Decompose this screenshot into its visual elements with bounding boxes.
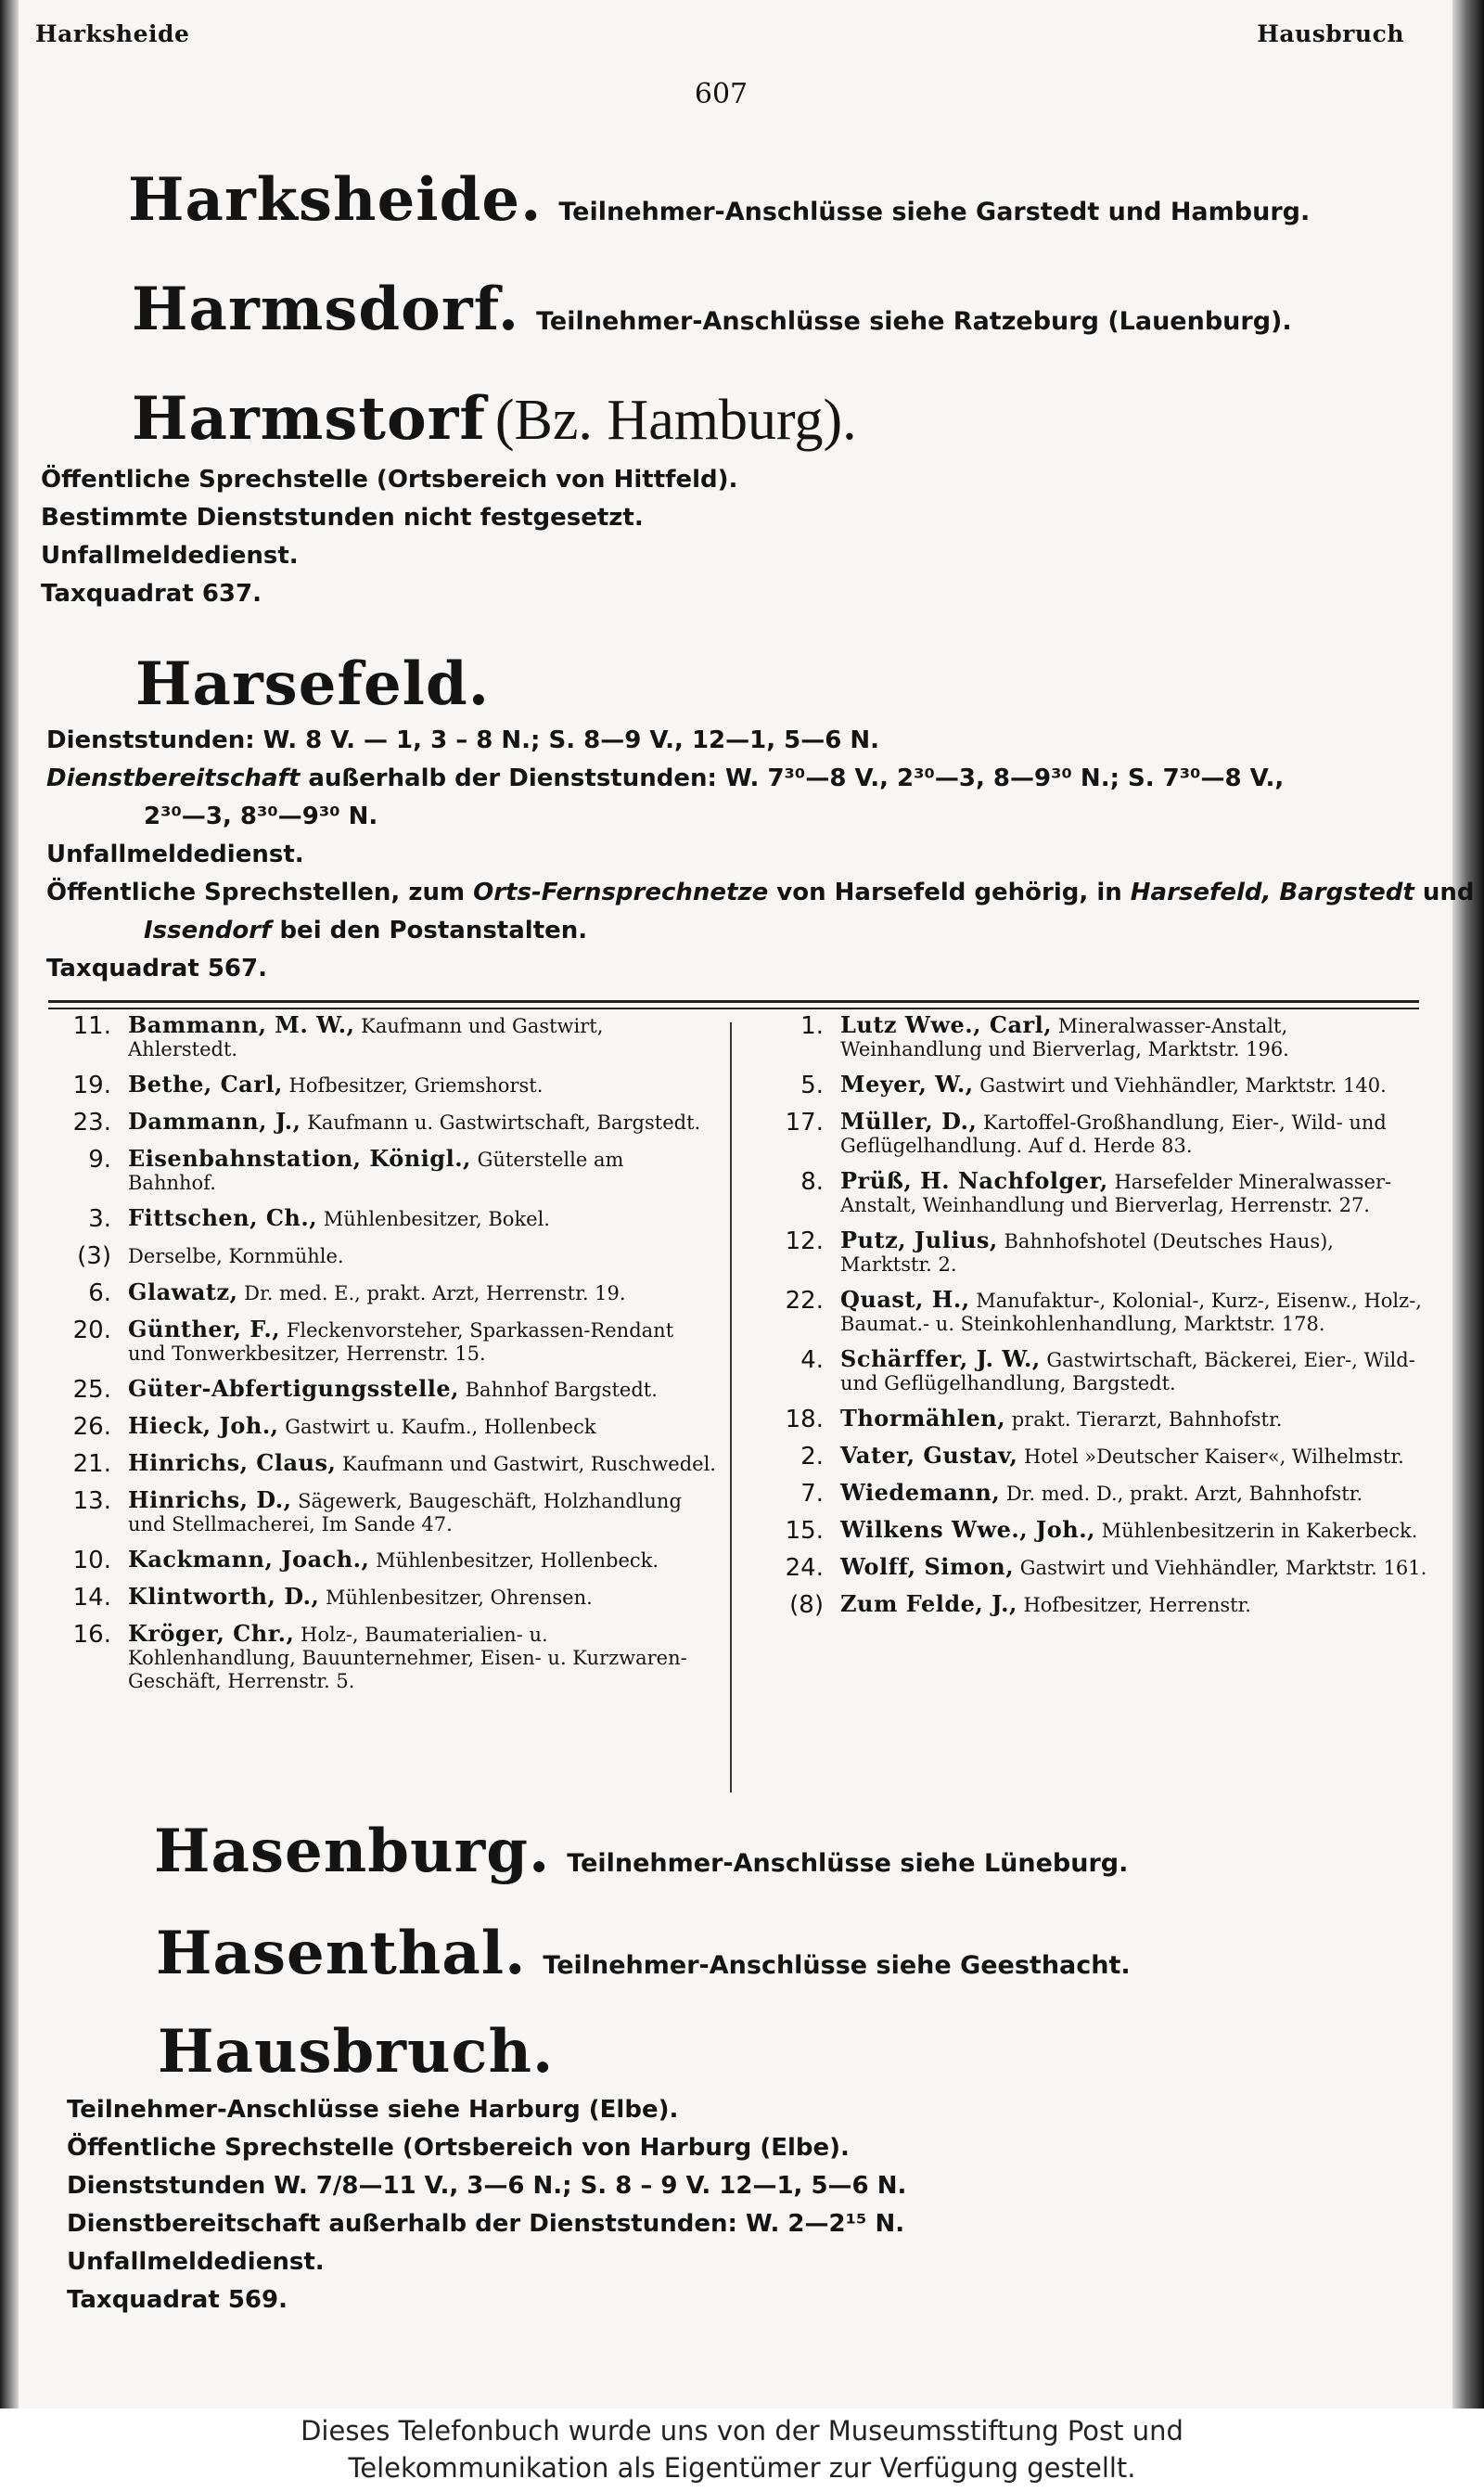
subscriber-description: Mineralwasser-Anstalt, Weinhandlung und Bierverlag, Marktstr. 196. <box>840 1015 1289 1060</box>
subscriber-description: Harsefelder Mineralwasser-Anstalt, Weinhandlung und Bierverlag, Herrenstr. 27. <box>840 1171 1392 1216</box>
place-name: Harsefeld. <box>135 649 490 719</box>
subscriber-entry <box>761 1518 1430 1544</box>
attribution-line: Dieses Telefonbuch wurde uns von der Museumsstiftung Post und <box>301 2415 1183 2447</box>
subscriber-text <box>840 1347 1430 1395</box>
subscriber-name: Dammann, J., <box>128 1108 301 1135</box>
subscriber-name: Kackmann, Joach., <box>128 1546 370 1573</box>
detail-line: Teilnehmer-Anschlüsse siehe Harburg (Elbe). <box>67 2096 679 2124</box>
subscriber-number: 21. <box>72 1450 111 1478</box>
subscriber-description: Hofbesitzer, Griemshorst. <box>282 1074 544 1097</box>
subscriber-number: 12. <box>785 1227 824 1255</box>
harsefeld-details <box>46 722 1475 988</box>
subscriber-description: Kaufmann u. Gastwirtschaft, Bargstedt. <box>301 1111 701 1134</box>
subscriber-name: Quast, H., <box>840 1286 970 1313</box>
subscriber-text <box>840 1288 1430 1336</box>
subscriber-description: Fleckenvorsteher, Sparkassen-Rendant und Tonwerkbesitzer, Herrenstr. 15. <box>128 1319 674 1365</box>
subscriber-number: 18. <box>785 1406 824 1433</box>
subscriber-description: Gastwirt und Viehhändler, Marktstr. 140. <box>973 1074 1387 1097</box>
subscriber-list-left <box>48 1013 716 1704</box>
place-name: Hasenburg. <box>154 1817 551 1886</box>
subscriber-name: Meyer, W., <box>840 1071 974 1098</box>
subscriber-name: Wolff, Simon, <box>840 1553 1015 1580</box>
subscriber-text <box>128 1110 716 1135</box>
subscriber-number: 23. <box>72 1109 111 1137</box>
subscriber-description: Bahnhofshotel (Deutsches Haus), Marktstr. 2. <box>840 1230 1334 1276</box>
subscriber-description: Kaufmann und Gastwirt, Ruschwedel. <box>336 1453 716 1475</box>
station-places: Issendorf <box>144 917 272 944</box>
subscriber-description: Hotel »Deutscher Kaiser«, Wilhelmstr. <box>1017 1445 1404 1468</box>
subscriber-description: prakt. Tierarzt, Bahnhofstr. <box>1005 1408 1283 1431</box>
detail-line: Bestimmte Dienststunden nicht festgesetzt. <box>41 504 644 532</box>
place-harksheide <box>128 165 1310 235</box>
subscriber-description: Mühlenbesitzerin in Kakerbeck. <box>1094 1520 1418 1542</box>
public-stations <box>46 874 1475 912</box>
subscriber-entry <box>48 1147 716 1195</box>
subscriber-number: 10. <box>72 1547 111 1574</box>
subscriber-name: Thormählen, <box>840 1405 1006 1432</box>
subscriber-number: 9. <box>88 1146 111 1174</box>
subscriber-number: 15. <box>785 1517 824 1545</box>
subscriber-description: Gastwirt und Viehhändler, Marktstr. 161. <box>1014 1557 1427 1579</box>
subscriber-text <box>840 1444 1430 1469</box>
subscriber-entry <box>761 1347 1430 1395</box>
standby-text: außerhalb der Dienststunden: W. 7³⁰—8 V., 2³⁰—3, 8—9³⁰ N.; S. 7³⁰—8 V., <box>300 764 1285 792</box>
standby-hours-cont: 2³⁰—3, 8³⁰—9³⁰ N. <box>144 803 378 830</box>
subscriber-name: Fittschen, Ch., <box>128 1204 318 1231</box>
subscriber-entry <box>48 1622 716 1693</box>
subscriber-text <box>128 1317 716 1366</box>
subscriber-entry <box>761 1407 1430 1432</box>
subscriber-entry <box>48 1280 716 1306</box>
place-name: Harmsdorf. <box>132 275 520 344</box>
subscriber-description: Kaufmann und Gastwirt, Ahlerstedt. <box>128 1015 604 1060</box>
subscriber-entry <box>48 1243 716 1269</box>
subscriber-description: Holz-, Baumaterialien- u. Kohlenhandlung, Bauunternehmer, Eisen- u. Kurzwaren-Geschäft, Herrenstr. 5. <box>128 1624 687 1692</box>
subscriber-description: Sägewerk, Baugeschäft, Holzhandlung und Stellmacherei, Im Sande 47. <box>128 1490 682 1535</box>
place-name: Harksheide. <box>128 165 543 235</box>
subscriber-entry <box>48 1451 716 1477</box>
subscriber-text <box>128 1206 716 1231</box>
subscriber-number: 5. <box>800 1072 824 1099</box>
place-suffix: (Bz. Hamburg). <box>494 389 857 452</box>
subscriber-text <box>128 1280 716 1305</box>
detail-line: Öffentliche Sprechstelle (Ortsbereich von Harburg (Elbe). <box>67 2134 850 2162</box>
subscriber-name: Günther, F., <box>128 1316 281 1342</box>
subscriber-number: 1. <box>800 1012 824 1040</box>
subscriber-text <box>840 1073 1430 1098</box>
detail-line: Unfallmeldedienst. <box>67 2248 325 2276</box>
subscriber-name: Hieck, Joh., <box>128 1412 279 1439</box>
subscriber-text <box>128 1622 716 1693</box>
subscriber-number: 7. <box>800 1480 824 1508</box>
detail-line: Öffentliche Sprechstelle (Ortsbereich von Hittfeld). <box>41 466 738 494</box>
place-note: Teilnehmer-Anschlüsse siehe Geesthacht. <box>543 1951 1131 1980</box>
subscriber-text <box>840 1481 1430 1506</box>
subscriber-description: Gastwirtschaft, Bäckerei, Eier-, Wild- und Geflügelhandlung, Bargstedt. <box>840 1349 1415 1394</box>
subscriber-text <box>128 1451 716 1476</box>
subscriber-entry <box>761 1013 1430 1061</box>
subscriber-text <box>840 1169 1430 1217</box>
station-places: Harsefeld, Bargstedt <box>1130 879 1414 906</box>
subscriber-text <box>128 1013 716 1061</box>
subscriber-entry <box>761 1444 1430 1470</box>
place-harmstorf <box>132 384 857 454</box>
subscriber-number: 13. <box>72 1487 111 1515</box>
subscriber-text <box>128 1243 716 1268</box>
subscriber-name: Müller, D., <box>840 1108 978 1135</box>
place-note: Teilnehmer-Anschlüsse siehe Lüneburg. <box>567 1849 1129 1878</box>
subscriber-number: 3. <box>88 1205 111 1233</box>
subscriber-list-right <box>761 1013 1430 1629</box>
scan-edge-right <box>1452 0 1484 2409</box>
subscriber-description: Dr. med. E., prakt. Arzt, Herrenstr. 19. <box>237 1282 626 1304</box>
subscriber-entry <box>761 1481 1430 1507</box>
public-stations-text: bei den Postanstalten. <box>271 917 588 944</box>
attribution-line: Telekommunikation als Eigentümer zur Verfügung gestellt. <box>348 2452 1136 2484</box>
place-hasenthal <box>156 1919 1131 1988</box>
subscriber-name: Hinrichs, Claus, <box>128 1449 337 1476</box>
attribution-footer <box>0 2409 1484 2492</box>
public-stations-text: und <box>1414 879 1475 906</box>
detail-line: Dienstbereitschaft außerhalb der Dienststunden: W. 2—2¹⁵ N. <box>67 2210 905 2238</box>
place-note: Teilnehmer-Anschlüsse siehe Garstedt und Hamburg. <box>558 198 1311 226</box>
subscriber-description: Derselbe, Kornmühle. <box>128 1245 344 1267</box>
public-stations-text: von Harsefeld gehörig, in <box>768 879 1131 906</box>
subscriber-number: 26. <box>72 1413 111 1441</box>
subscriber-entry <box>761 1228 1430 1277</box>
place-name: Harmstorf <box>132 384 486 454</box>
subscriber-number: 2. <box>800 1443 824 1471</box>
detail-line: Taxquadrat 637. <box>41 580 262 608</box>
subscriber-text <box>840 1592 1430 1617</box>
page-number: 607 <box>694 78 748 110</box>
subscriber-number: 19. <box>72 1072 111 1099</box>
subscriber-number: 20. <box>72 1317 111 1344</box>
subscriber-name: Klintworth, D., <box>128 1583 320 1610</box>
subscriber-text <box>840 1013 1430 1061</box>
place-harmsdorf <box>132 275 1292 344</box>
detail-line: Unfallmeldedienst. <box>41 542 299 570</box>
standby-hours <box>46 760 1438 798</box>
column-divider <box>730 1022 732 1792</box>
subscriber-text <box>840 1110 1430 1158</box>
subscriber-name: Güter-Abfertigungsstelle, <box>128 1375 459 1402</box>
hausbruch-details <box>67 2091 1458 2319</box>
subscriber-name: Bammann, M. W., <box>128 1011 355 1038</box>
subscriber-entry <box>48 1488 716 1536</box>
standby-label: Dienstbereitschaft <box>46 764 301 792</box>
running-head-left: Harksheide <box>35 20 190 47</box>
subscriber-description: Gastwirt u. Kaufm., Hollenbeck <box>278 1416 596 1438</box>
subscriber-entry <box>48 1317 716 1366</box>
subscriber-text <box>128 1073 716 1098</box>
subscriber-number: 6. <box>88 1279 111 1307</box>
section-rule <box>48 1000 1419 1009</box>
harmstorf-details <box>41 461 1432 613</box>
subscriber-description: Kartoffel-Großhandlung, Eier-, Wild- und Geflügelhandlung. Auf d. Herde 83. <box>840 1111 1387 1157</box>
subscriber-text <box>128 1488 716 1536</box>
subscriber-name: Hinrichs, D., <box>128 1486 292 1513</box>
subscriber-name: Prüß, H. Nachfolger, <box>840 1167 1108 1194</box>
subscriber-entry <box>48 1585 716 1611</box>
subscriber-number: (8) <box>789 1591 824 1619</box>
subscriber-description: Mühlenbesitzer, Hollenbeck. <box>369 1549 659 1572</box>
subscriber-description: Bahnhof Bargstedt. <box>458 1379 658 1401</box>
subscriber-name: Lutz Wwe., Carl, <box>840 1011 1053 1038</box>
subscriber-name: Eisenbahnstation, Königl., <box>128 1145 471 1172</box>
place-name: Hausbruch. <box>158 2017 555 2087</box>
subscriber-number: 17. <box>785 1109 824 1137</box>
subscriber-description: Hofbesitzer, Herrenstr. <box>1017 1594 1251 1616</box>
subscriber-number: 16. <box>72 1621 111 1649</box>
subscriber-name: Schärffer, J. W., <box>840 1345 1041 1372</box>
subscriber-number: 22. <box>785 1287 824 1315</box>
subscriber-number: 14. <box>72 1584 111 1612</box>
subscriber-text <box>840 1228 1430 1277</box>
subscriber-entry <box>48 1073 716 1098</box>
accident-service: Unfallmeldedienst. <box>46 841 304 868</box>
public-stations-cont <box>46 912 1438 950</box>
subscriber-number: 25. <box>72 1376 111 1404</box>
running-head-right: Hausbruch <box>1257 20 1404 47</box>
subscriber-entry <box>761 1288 1430 1336</box>
subscriber-name: Zum Felde, J., <box>840 1590 1017 1617</box>
subscriber-entry <box>48 1110 716 1136</box>
subscriber-entry <box>48 1414 716 1440</box>
subscriber-text <box>840 1518 1430 1543</box>
subscriber-text <box>128 1147 716 1195</box>
subscriber-name: Bethe, Carl, <box>128 1071 283 1098</box>
detail-line: Taxquadrat 569. <box>67 2286 288 2314</box>
service-hours: Dienststunden: W. 8 V. — 1, 3 – 8 N.; S. 8—9 V., 12—1, 5—6 N. <box>46 726 880 754</box>
subscriber-text <box>128 1414 716 1439</box>
place-hasenburg <box>154 1817 1128 1886</box>
subscriber-number: 24. <box>785 1554 824 1582</box>
subscriber-number: 8. <box>800 1168 824 1196</box>
subscriber-entry <box>48 1206 716 1232</box>
subscriber-name: Wilkens Wwe., Joh., <box>840 1516 1095 1543</box>
place-note: Teilnehmer-Anschlüsse siehe Ratzeburg (Lauenburg). <box>536 307 1292 336</box>
subscriber-entry <box>761 1169 1430 1217</box>
place-name: Hasenthal. <box>156 1919 527 1988</box>
subscriber-number: 4. <box>800 1346 824 1374</box>
scan-edge-left <box>0 0 19 2409</box>
subscriber-description: Güterstelle am Bahnhof. <box>128 1149 624 1194</box>
subscriber-text <box>128 1377 716 1402</box>
place-hausbruch <box>158 2017 554 2087</box>
subscriber-name: Kröger, Chr., <box>128 1620 295 1647</box>
subscriber-text <box>128 1585 716 1610</box>
subscriber-number: (3) <box>77 1242 111 1270</box>
subscriber-text <box>840 1555 1430 1580</box>
subscriber-description: Manufaktur-, Kolonial-, Kurz-, Eisenw., Holz-, Baumat.- u. Steinkohlenhandlung, Marktstr. 178. <box>840 1290 1422 1335</box>
subscriber-name: Vater, Gustav, <box>840 1442 1018 1469</box>
subscriber-text <box>840 1407 1430 1432</box>
subscriber-name: Glawatz, <box>128 1278 238 1305</box>
subscriber-entry <box>48 1377 716 1403</box>
subscriber-description: Mühlenbesitzer, Bokel. <box>317 1208 550 1230</box>
subscriber-entry <box>761 1110 1430 1158</box>
subscriber-number: 11. <box>72 1012 111 1040</box>
subscriber-description: Mühlenbesitzer, Ohrensen. <box>319 1586 593 1609</box>
subscriber-entry <box>761 1592 1430 1618</box>
subscriber-description: Dr. med. D., prakt. Arzt, Bahnhofstr. <box>1000 1483 1363 1505</box>
public-stations-text: Öffentliche Sprechstellen, zum <box>46 879 474 906</box>
subscriber-entry <box>761 1555 1430 1581</box>
subscriber-name: Putz, Julius, <box>840 1227 998 1253</box>
subscriber-entry <box>761 1073 1430 1098</box>
network-label: Orts-Fernsprechnetze <box>473 879 769 906</box>
subscriber-entry <box>48 1013 716 1061</box>
detail-line: Dienststunden W. 7/8—11 V., 3—6 N.; S. 8 – 9 V. 12—1, 5—6 N. <box>67 2172 907 2200</box>
subscriber-text <box>128 1548 716 1573</box>
subscriber-entry <box>48 1548 716 1574</box>
place-harsefeld <box>135 649 490 719</box>
tax-square: Taxquadrat 567. <box>46 955 267 983</box>
subscriber-name: Wiedemann, <box>840 1479 1001 1506</box>
